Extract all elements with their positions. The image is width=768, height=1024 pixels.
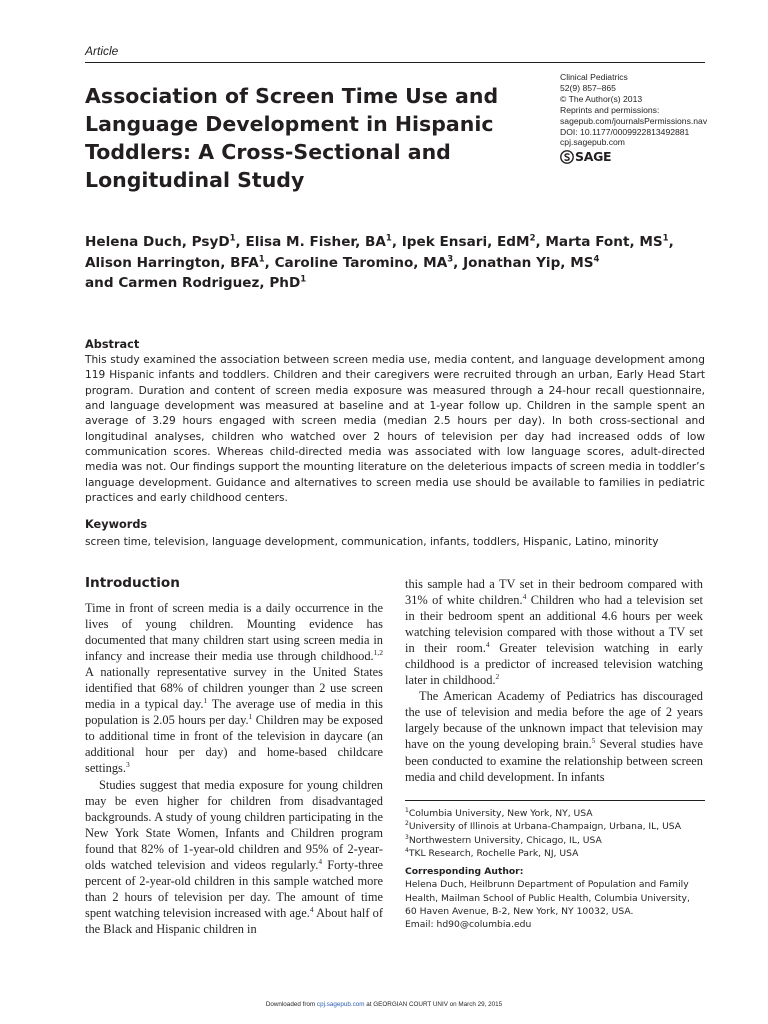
body-paragraph-continued: this sample had a TV set in their bedroom compared with 31% of white children.$^4$ Children who had a television set in their bedroom spent an additional 4.6 hours per week watching television compared with those without a TV set in their room.$^4$ Greater television watching in early childhood is a predictor of increased television watching later in childhood.$^2$	[405, 577, 703, 688]
body-text: Forty-three percent of 2-year-old children in this sample watched more than 2 hours of television per day. The amount of time spent watching television increased with age.	[85, 857, 383, 920]
reprints-label: Reprints and permissions:	[560, 104, 660, 115]
affiliation-text: TKL Research, Rochelle Park, NJ, USA	[408, 847, 579, 859]
corresponding-author-email[interactable]: Email: hd90@columbia.edu	[405, 919, 532, 931]
affiliation-footnote	[405, 834, 705, 847]
body-text: Children who had a television set in their bedroom spent an additional 4.6 hours per week watching television compared with those without a TV set in their room.	[405, 593, 703, 656]
download-note-suffix: at GEORGIAN COURT UNIV on March 29, 2015	[364, 1001, 503, 1008]
article-title: Association of Screen Time Use and Language Development in Hispanic Toddlers: A Cross-Sectional and Longitudinal Study	[85, 84, 499, 192]
affiliation-number: 1	[405, 806, 409, 814]
download-note	[0, 1001, 768, 1008]
author-list: Helena Duch, PsyD$^1$, Elisa M. Fisher, $BA^1$, Ipek Ensari, EdM$^2$, Marta Font, $MS^1$, Alison Harrington, BFA$^1$, Caroline Taromino, $MA^3$, Jonathan Yip, $MS^4$ and Carmen Rodriguez, PhD$^1$	[85, 233, 674, 291]
citation-ref: 1	[203, 696, 208, 706]
affiliation-text: University of Illinois at Urbana-Champaign, Urbana, IL, USA	[408, 821, 682, 833]
copyright: © The Author(s) 2013	[560, 93, 643, 104]
abstract-heading: Abstract	[85, 338, 140, 351]
affiliation-ref: 2	[529, 233, 536, 244]
permissions-link[interactable]: sagepub.com/journalsPermissions.nav	[560, 115, 708, 126]
introduction-heading: Introduction	[85, 575, 180, 591]
affiliation-ref: 1	[258, 253, 265, 264]
author-name: Helena Duch, PsyD	[85, 234, 230, 250]
affiliation-footnote	[405, 807, 705, 820]
affiliation-ref: 4	[593, 253, 600, 264]
corresponding-author-heading: Corresponding Author:	[405, 866, 524, 878]
affiliation-ref: 3	[447, 253, 454, 264]
affiliation-ref: 1	[300, 274, 307, 285]
body-text: Studies suggest that media exposure for young children may be even higher for children from disadvantaged backgrounds. A study of young children participating in the New York State Women, Infants and Children program found that 82% of 1-year-old children and 95% of 2-year-olds watched television and videos regularly.	[85, 777, 383, 872]
abstract-text: This study examined the association between screen media use, media content, and language development among 119 Hispanic infants and toddlers. Children and their caregivers were recruited through an urban, Early Head Start program. Duration and content of screen media exposure was measured through a 24-hour recall questionnaire, and language development was measured at baseline and at 1-year follow up. Children in the sample spent an average of 3.29 hours engaged with screen media (median 2.5 hours per day). In both cross-sectional and longitudinal analyses, children who watched over 2 hours of television per day had increased odds of low communication scores. Whereas child-directed media was associated with low language scores, adult-directed media was not. Our findings support the mounting literature on the deleterious impacts of screen media in toddler’s language development. Guidance and alternatives to screen media use should be available to families in pediatric practices and early childhood centers.	[85, 354, 705, 505]
affiliation-footnote	[405, 847, 705, 860]
keywords-heading: Keywords	[85, 518, 148, 531]
author-name: Caroline Taromino, MA	[274, 254, 448, 271]
affiliation-ref: 1	[662, 233, 669, 244]
author-name: Carmen Rodriguez, PhD	[118, 275, 301, 291]
affiliation-ref: 1	[385, 233, 392, 244]
citation-ref: 4	[485, 640, 490, 650]
footnotes	[405, 807, 705, 932]
affiliation-number: 2	[405, 820, 409, 828]
publisher-logo	[560, 150, 710, 164]
body-text: A nationally representative survey in the United States identified that 68% of children younger than 2 use screen media in a typical day.	[85, 665, 383, 712]
journal-info	[560, 72, 710, 164]
body-text: About half of the Black and Hispanic children in	[85, 905, 384, 936]
body-paragraph	[85, 600, 383, 777]
publisher-name: SAGE	[575, 148, 612, 164]
body-column-left	[85, 600, 383, 937]
body-text: Several studies have been conducted to examine the relationship between screen media and child development. In infants	[405, 737, 703, 784]
body-text: The American Academy of Pediatrics has discouraged the use of television and media before the age of 2 years largely because of the unknown impact that television may have on the young developing brain.	[405, 689, 703, 752]
author-name: Jonathan Yip, MS	[463, 254, 594, 271]
body-text: Greater television watching in early childhood is a predictor of increased television watching later in childhood.	[405, 641, 703, 688]
doi[interactable]: DOI: 10.1177/0009922813492881	[560, 126, 690, 137]
affiliation-text: Columbia University, New York, NY, USA	[408, 808, 593, 819]
affiliation-number: 3	[405, 833, 409, 841]
affiliation-ref: 1	[229, 233, 236, 244]
body-paragraph	[85, 777, 383, 937]
section-label: Article	[85, 44, 119, 58]
body-paragraph	[405, 688, 703, 784]
corresponding-author-line: 60 Haven Avenue, B-2, New York, NY 10032, USA.	[405, 906, 634, 918]
author-name: Alison Harrington, BFA	[85, 254, 259, 271]
citation-ref: 1,2	[373, 648, 383, 658]
affiliation-footnote	[405, 820, 705, 833]
citation-ref: 1	[248, 712, 253, 722]
corresponding-author-line: Helena Duch, Heilbrunn Department of Population and Family	[405, 879, 689, 891]
corresponding-author-line: Health, Mailman School of Public Health, Columbia University,	[405, 892, 690, 904]
download-link[interactable]: cpj.sagepub.com	[316, 1001, 365, 1008]
download-note-prefix: Downloaded from	[265, 1001, 317, 1008]
keywords-text: screen time, television, language development, communication, infants, toddlers, Hispanic, Latino, minority	[85, 536, 659, 548]
body-column-right	[405, 576, 703, 785]
author-name: Ipek Ensari, EdM	[401, 234, 530, 250]
body-text: Time in front of screen media is a daily occurrence in the lives of young children. Mounting evidence has documented that many children start using screen media in infancy and increase their media use through childhood.	[85, 601, 383, 664]
sage-logo-icon	[560, 150, 574, 164]
journal-site-link[interactable]: cpj.sagepub.com	[560, 137, 625, 148]
author-name: Marta Font, MS	[545, 234, 663, 250]
journal-name: Clinical Pediatrics	[560, 72, 628, 82]
header-rule	[85, 62, 705, 63]
body-text: The average use of media in this population is 2.05 hours per day.	[85, 697, 383, 728]
citation-ref: 4	[318, 856, 323, 866]
citation-ref: 4	[309, 904, 314, 914]
footnote-rule	[405, 800, 705, 801]
citation-ref: 4	[522, 591, 527, 601]
citation-ref: 5	[591, 736, 596, 746]
author-name: Elisa M. Fisher, BA	[245, 234, 386, 250]
affiliation-text: Northwestern University, Chicago, IL, USA	[408, 834, 602, 846]
body-text: Children may be exposed to additional time in front of the television in daycare (an additional hour per day) and home-based childcare settings.	[85, 713, 383, 776]
affiliation-number: 4	[405, 846, 409, 854]
citation-ref: 2	[495, 672, 500, 682]
citation-ref: 3	[125, 760, 130, 770]
journal-volume: 52(9) 857–865	[560, 82, 616, 93]
